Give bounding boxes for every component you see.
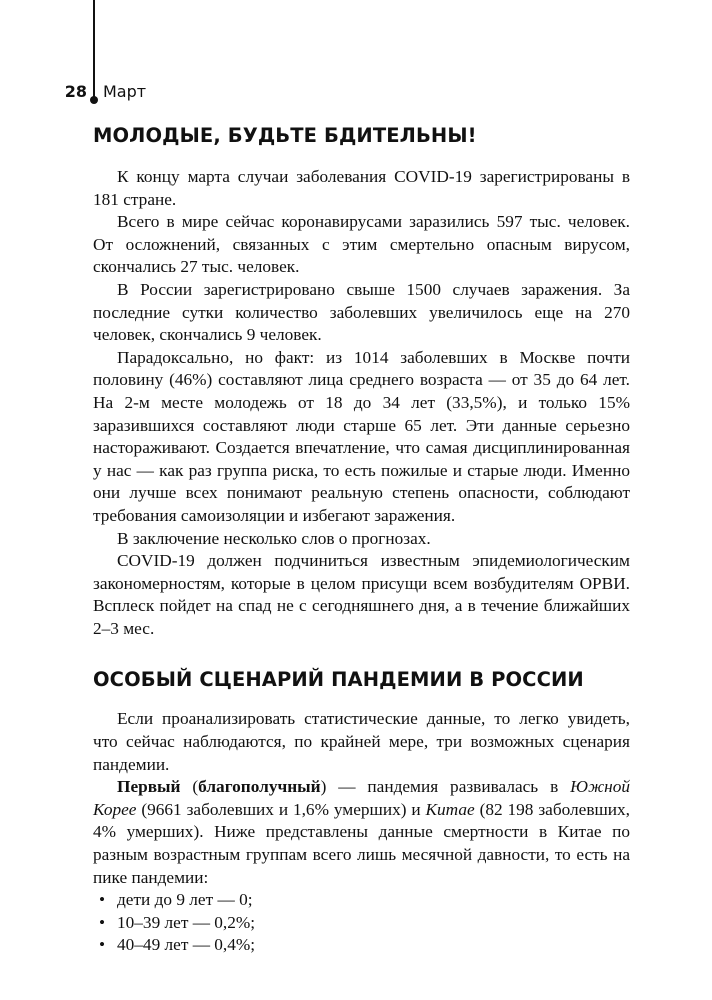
margin-rule — [93, 0, 95, 98]
bold-term: благополучный — [198, 777, 321, 797]
paragraph: К концу марта случаи заболевания COVID-19 зарегистрированы в 181 стране. — [93, 167, 630, 209]
bullet-dot-icon: • — [99, 935, 106, 955]
section-heading-1: МОЛОДЫЕ, БУДЬТЕ БДИТЕЛЬНЫ! — [93, 124, 477, 147]
italic-country: Южной Корее — [93, 777, 630, 819]
paragraph: Если проанализировать статистические данные, то легко увидеть, что сейчас наблюдаются, по крайней мере, три возможных сценария пандемии. — [93, 709, 630, 774]
bullet-dot-icon: • — [99, 912, 106, 932]
bold-term: Первый — [117, 777, 181, 797]
paragraph-first-scenario: Первый (благополучный) — пандемия развивалась в Южной Корее (9661 заболевших и 1,6% умерших) и Китае (82 198 заболевших, 4% умерших). Ниже представлены данные смертности в Китае по разным возрастным группам всего лишь месячной давности, то есть на пике пандемии: — [93, 777, 631, 887]
paragraph: Всего в мире сейчас коронавирусами заразились 597 тыс. человек. От осложнений, связанных с этим смертельно опасным вирусом, скончались 27 тыс. человек. — [93, 212, 630, 277]
paragraph: В России зарегистрировано свыше 1500 случаев заражения. За последние сутки количество заболевших увеличилось еще на 270 человек, скончались 9 человек. — [93, 279, 630, 345]
running-head: Март — [103, 82, 147, 101]
list-item: • 10–39 лет — 0,2%; — [93, 912, 630, 935]
page-body — [93, 122, 630, 957]
bullet-list — [93, 889, 630, 957]
paragraph: В заключение несколько слов о прогнозах. — [117, 528, 431, 548]
list-item: • 40–49 лет — 0,4%; — [93, 934, 630, 957]
italic-country: Китае — [425, 799, 475, 819]
list-item: • дети до 9 лет — 0; — [93, 889, 630, 912]
section-heading-2: ОСОБЫЙ СЦЕНАРИЙ ПАНДЕМИИ В РОССИИ — [93, 668, 584, 692]
page-number: 28 — [64, 82, 87, 101]
paragraph: Парадоксально, но факт: из 1014 заболевших в Москве почти половину (46%) составляют лица среднего возраста — от 35 до 64 лет. На 2-м месте молодежь от 18 до 34 лет (33,5%), и только 15% заразившихся составляют люди старше 65 лет. Эти данные серьезно настораживают. Создается впечатление, что самая дисциплинированная у нас — как раз группа риска, то есть пожилые и старые люди. Именно они лучше всех понимают реальную степень опасности, соблюдают требования самоизоляции и избегают заражения. — [93, 347, 630, 525]
bullet-dot-icon: • — [99, 890, 106, 910]
paragraph: COVID-19 должен подчиниться известным эпидемиологическим закономерностям, которые в целом присущи всем возбудителям ОРВИ. Всплеск пойдет на спад не с сегодняшнего дня, а в течение ближайших 2–3 мес. — [93, 551, 630, 638]
margin-rule-dot — [90, 96, 98, 104]
